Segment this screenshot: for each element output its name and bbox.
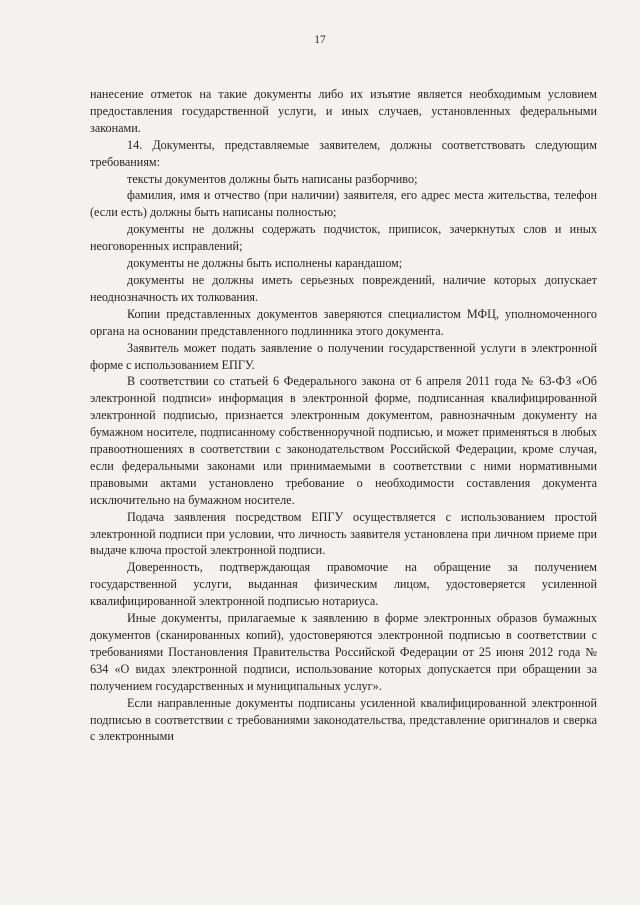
page-number: 17 (314, 34, 326, 46)
paragraph: 14. Документы, представляемые заявителем, должны соответствовать следующим требованиям: (90, 137, 597, 169)
paragraph: Подача заявления посредством ЕПГУ осуществляется с использованием простой электронной подписи при условии, что личность заявителя установлена при личном приеме при выдаче ключа простой электронной подписи. (90, 509, 597, 558)
paragraph: документы не должны быть исполнены карандашом; (127, 256, 403, 271)
paragraph: документы не должны иметь серьезных повреждений, наличие которых допускает неоднозначность их толкования. (90, 272, 597, 304)
paragraph: В соответствии со статьей 6 Федерального закона от 6 апреля 2011 года № 63-ФЗ «Об электронной подписи» информация в электронной форме, подписанная квалифицированной электронной подписью, признается электронным документом, равнозначным документу на бумажном носителе, подписанному собственноручной подписью, и может применяться в любых правоотношениях в соответствии с законодательством Российской Федерации, кроме случая, если федеральными законами или принимаемыми в соответствии с ними нормативными правовыми актами установлено требование о необходимости составления документа исключительно на бумажном носителе. (90, 374, 597, 507)
paragraph: тексты документов должны быть написаны разборчиво; (127, 171, 418, 186)
document-body (90, 86, 597, 745)
paragraph: Если направленные документы подписаны усиленной квалифицированной электронной подписью в соответствии с требованиями законодательства, представление оригиналов и сверка с электронными (90, 695, 597, 744)
paragraph: фамилия, имя и отчество (при наличии) заявителя, его адрес места жительства, телефон (если есть) должны быть написаны полностью; (90, 188, 597, 220)
paragraph: Доверенность, подтверждающая правомочие на обращение за получением государственной услуги, выданная физическим лицом, удостоверяется усиленной квалифицированной электронной подписью нотариуса. (90, 560, 597, 609)
paragraph: Заявитель может подать заявление о получении государственной услуги в электронной форме с использованием ЕПГУ. (90, 340, 597, 372)
paragraph: Копии представленных документов заверяются специалистом МФЦ, уполномоченного органа на основании представленного подлинника этого документа. (90, 306, 597, 338)
paragraph: Иные документы, прилагаемые к заявлению в форме электронных образов бумажных документов (сканированных копий), удостоверяются электронной подписью в соответствии с требованиями Постановления Правительства Российской Федерации от 25 июня 2012 года № 634 «О видах электронной подписи, использование которых допускается при обращении за получением государственных и муниципальных услуг». (90, 611, 597, 693)
paragraph: нанесение отметок на такие документы либо их изъятие является необходимым условием предоставления государственной услуги, и иных случаев, установленных федеральными законами. (90, 87, 597, 135)
paragraph: документы не должны содержать подчисток, приписок, зачеркнутых слов и иных неоговоренных исправлений; (90, 222, 597, 254)
